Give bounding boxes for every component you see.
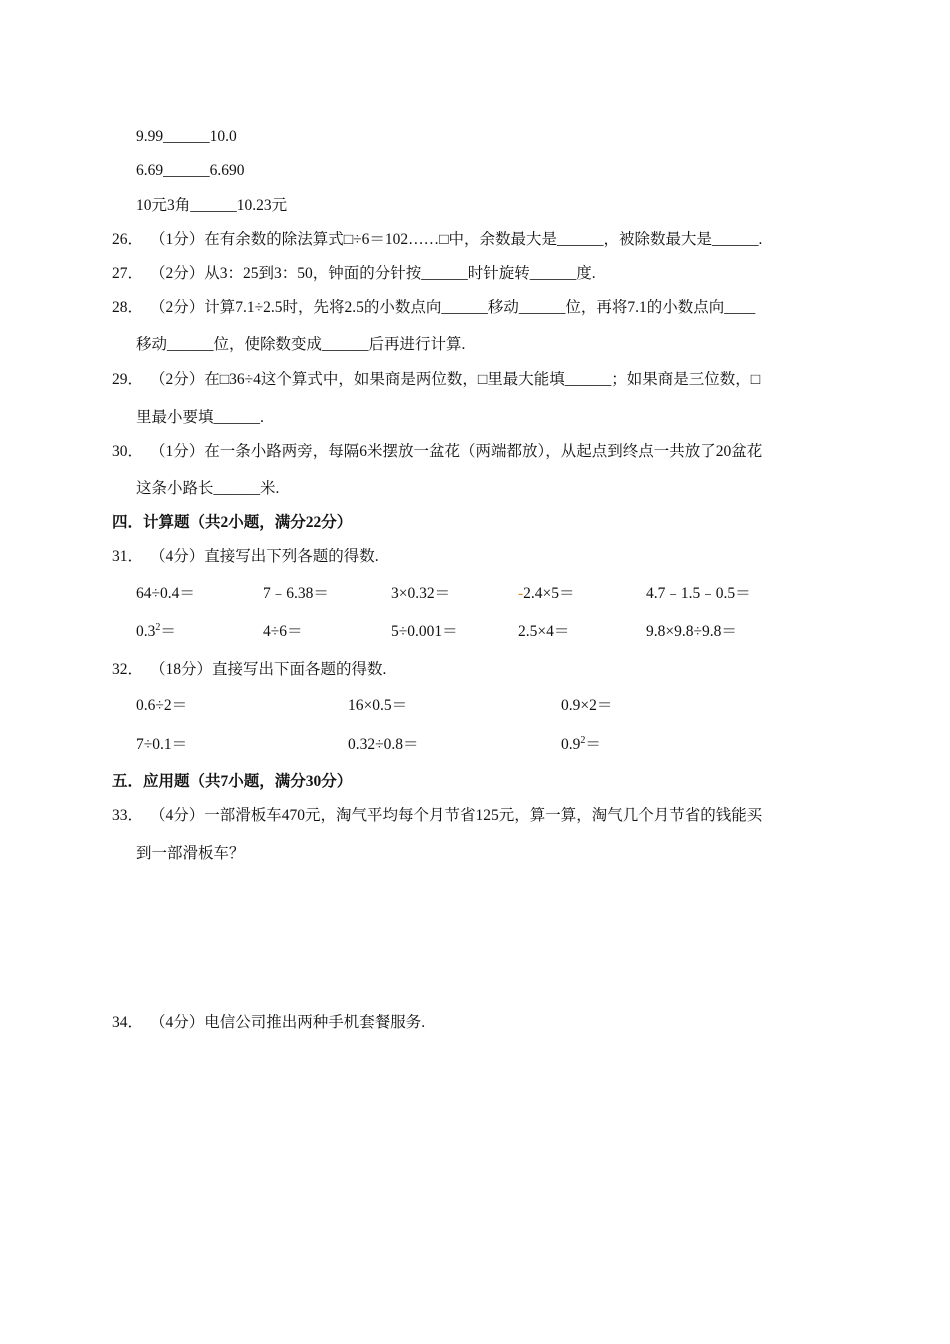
- q30-continuation: 这条小路长______米.: [136, 480, 280, 497]
- q34-text: （4分）电信公司推出两种手机套餐服务.: [150, 1014, 426, 1031]
- section-4-heading: 四．计算题（共2小题，满分22分）: [112, 514, 353, 531]
- q29-continuation: 里最小要填______.: [136, 409, 264, 426]
- q29-number: 29．: [112, 371, 144, 388]
- q28-text: （2分）计算7.1÷2.5时，先将2.5的小数点向______移动______位，再将7.1的小数点向____: [150, 299, 756, 316]
- q31-r2-c1-exp: 2: [155, 622, 161, 633]
- q34-number: 34．: [112, 1014, 144, 1031]
- q33-continuation: 到一部滑板车？: [136, 845, 245, 862]
- q29-text: （2分）在□36÷4这个算式中，如果商是两位数，□里最大能填______；如果商是三位数，□: [150, 371, 761, 388]
- q31-r2-c1-base: 0.3: [136, 623, 156, 640]
- q30-text: （1分）在一条小路两旁，每隔6米摆放一盆花（两端都放），从起点到终点一共放了20盆花: [150, 443, 763, 460]
- q31-r2-c1-tail: ＝: [160, 623, 176, 640]
- compare-item-1: 9.99______10.0: [136, 128, 237, 145]
- q28-continuation: 移动______位，使除数变成______后再进行计算.: [136, 336, 466, 353]
- q31-r1-c2: 7﹣6.38＝: [263, 585, 329, 602]
- q31-r1-c3: 3×0.32＝: [391, 585, 451, 602]
- q32-r1-c1: 0.6÷2＝: [136, 697, 188, 714]
- q31-r1-c5: 4.7﹣1.5﹣0.5＝: [646, 585, 751, 602]
- q31-r2-c4: 2.5×4＝: [518, 623, 570, 640]
- q32-number: 32．: [112, 661, 144, 678]
- section-5-heading: 五．应用题（共7小题，满分30分）: [112, 773, 353, 790]
- q28-number: 28．: [112, 299, 144, 316]
- q33-text: （4分）一部滑板车470元，淘气平均每个月节省125元，算一算，淘气几个月节省的钱能买: [150, 807, 763, 824]
- q31-r2-c2: 4÷6＝: [263, 623, 303, 640]
- stray-mark: -: [518, 585, 524, 602]
- q32-r2-c3: [561, 735, 601, 755]
- q33-number: 33．: [112, 807, 144, 824]
- compare-item-3: 10元3角______10.23元: [136, 197, 288, 214]
- q31-r1-c1: 64÷0.4＝: [136, 585, 195, 602]
- q27-number: 27．: [112, 265, 144, 282]
- q32-r1-c3: 0.9×2＝: [561, 697, 613, 714]
- q31-r1-c4-text: 2.4×5＝: [523, 585, 575, 602]
- q31-number: 31．: [112, 548, 144, 565]
- q32-r2-c3-tail: ＝: [585, 736, 601, 753]
- q32-text: （18分）直接写出下面各题的得数.: [150, 661, 387, 678]
- q32-r2-c3-exp: 2: [580, 735, 586, 746]
- compare-item-2: 6.69______6.690: [136, 162, 245, 179]
- q31-text: （4分）直接写出下列各题的得数.: [150, 548, 379, 565]
- q31-r1-c4: [518, 584, 575, 604]
- q32-r2-c1: 7÷0.1＝: [136, 736, 188, 753]
- q32-r2-c3-base: 0.9: [561, 736, 581, 753]
- q31-r2-c3: 5÷0.001＝: [391, 623, 458, 640]
- q27-text: （2分）从3：25到3：50，钟面的分针按______时针旋转______度.: [150, 265, 596, 282]
- q26-number: 26．: [112, 231, 144, 248]
- q30-number: 30．: [112, 443, 144, 460]
- q26-text: （1分）在有余数的除法算式□÷6＝102……□中，余数最大是______，被除数最大是______.: [150, 231, 763, 248]
- q32-r2-c2: 0.32÷0.8＝: [348, 736, 419, 753]
- q31-r2-c5: 9.8×9.8÷9.8＝: [646, 623, 737, 640]
- q32-r1-c2: 16×0.5＝: [348, 697, 408, 714]
- q31-r2-c1: [136, 622, 176, 642]
